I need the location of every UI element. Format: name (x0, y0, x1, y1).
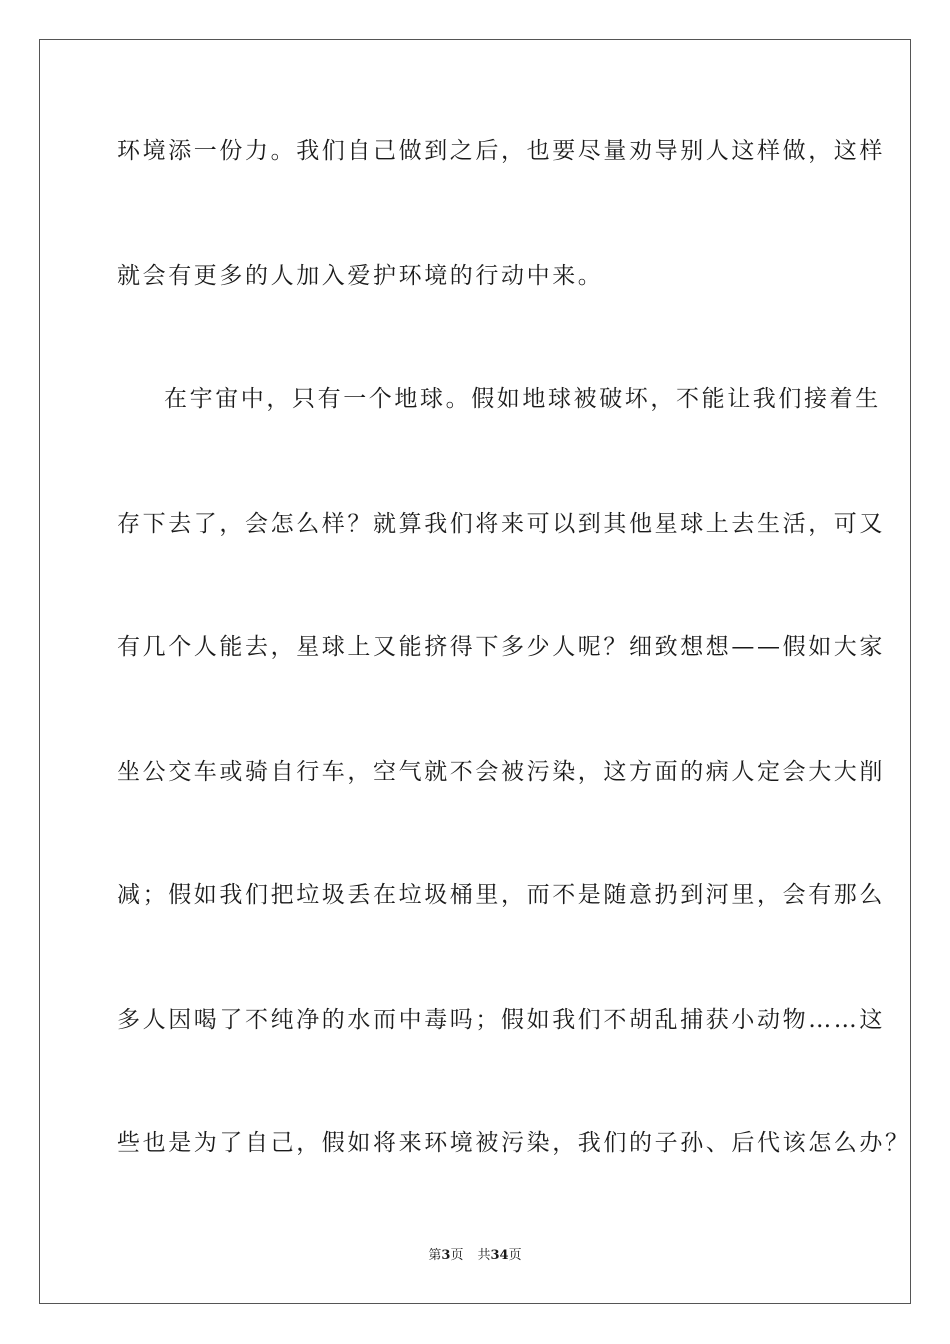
page-border (39, 39, 911, 1304)
paragraph-first-line: 在宇宙中，只有一个地球。假如地球被破坏，不能让我们接着生 (164, 386, 881, 412)
total-suffix: 页 (508, 1248, 522, 1263)
text-line: 些也是为了自己，假如将来环境被污染，我们的子孙、后代该怎么办？ (117, 1130, 911, 1156)
text-line: 减；假如我们把垃圾丢在垃圾桶里，而不是随意扔到河里，会有那么 (117, 882, 885, 908)
text-line: 有几个人能去，星球上又能挤得下多少人呢？细致想想——假如大家 (117, 634, 885, 660)
page-prefix: 第 (428, 1248, 442, 1263)
text-line: 多人因喝了不纯净的水而中毒吗；假如我们不胡乱捕获小动物……这 (117, 1007, 885, 1033)
text-line: 坐公交车或骑自行车，空气就不会被污染，这方面的病人定会大大削 (117, 759, 885, 785)
page-footer (0, 1248, 950, 1264)
text-line: 存下去了，会怎么样？就算我们将来可以到其他星球上去生活，可又 (117, 511, 885, 537)
page-number: 3 (441, 1248, 451, 1263)
text-line: 环境添一份力。我们自己做到之后，也要尽量劝导别人这样做，这样 (117, 138, 885, 164)
text-line: 就会有更多的人加入爱护环境的行动中来。 (117, 263, 604, 289)
total-prefix: 共 (477, 1248, 491, 1263)
page-suffix: 页 (450, 1248, 464, 1263)
total-pages: 34 (490, 1248, 509, 1263)
